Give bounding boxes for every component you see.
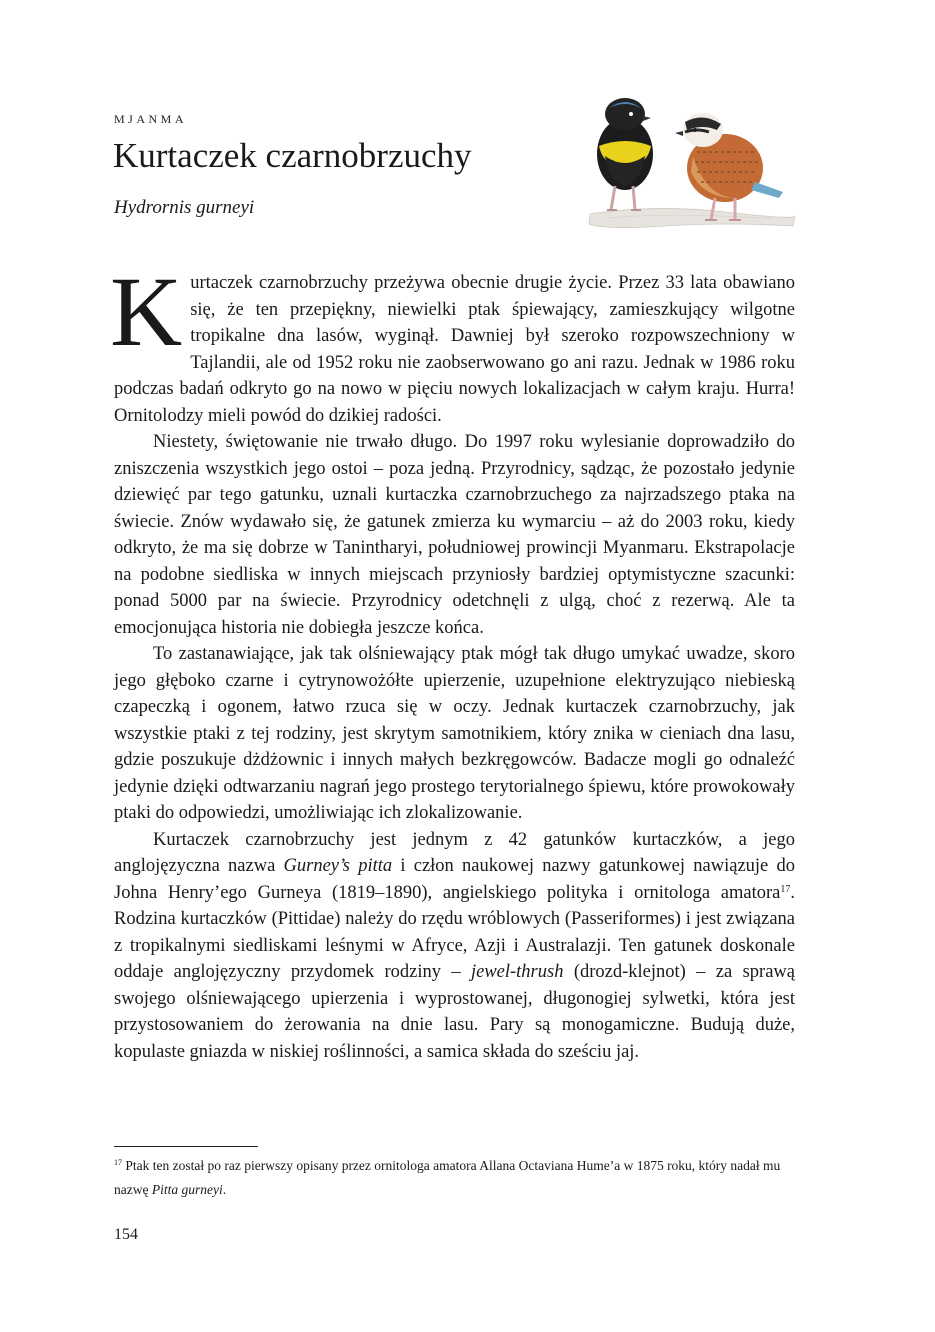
jewel-thrush-emphasis: jewel-thrush <box>470 962 564 982</box>
footnote-emphasis: Pitta gurneyi <box>151 1182 223 1197</box>
paragraph-2: Niestety, świętowanie nie trwało długo. Do 1997 roku wylesianie doprowadziło do zniszczenia wszystkich jego ostoi – poza jedną. Przyrodnicy, sądząc, że pozostało jedynie dziewięć par tego gatunku, uznali kurtaczka czarnobrzuchego za najrzadszego ptaka na świecie. Znów wydawało się, że gatunek zmierza ku wymarciu – aż do 2003 roku, kiedy odkryto, że ma się dobrze w Tanintharyi, południowej prowincji Myanmaru. Ekstrapolacje na podobne siedliska w innych miejscach przyniosły bardziej optymistyczne szacunki: ponad 5000 par na świecie. Przyrodnicy odetchnęli z ulgą, choć z rezerwą. Ale ta emocjonująca historia nie dobiegła jeszcze końca. <box>114 432 795 638</box>
english-name-emphasis: Gurney’s pitta <box>283 856 393 876</box>
footnote-number: 17 <box>114 1158 122 1167</box>
two-pitta-birds-illustration <box>585 86 800 246</box>
paragraph-1-text: urtaczek czarnobrzuchy przeżywa obecnie drugie życie. Przez 33 lata obawiano się, że ten przepiękny, niewielki ptak śpiewający, zamieszkujący wilgotne tropikalne dna lasów, wyginął. Dawniej był szeroko rozpowszechniony w Tajlandii, ale od 1952 roku nie zaobserwowano go ani razu. Jednak w 1986 roku podczas badań odkryto go na nowo w pięciu nowych lokalizacjach w całym kraju. Hurra! Ornitolodzy mieli powód do dzikiej radości. <box>114 273 795 426</box>
footnote-end: . <box>222 1182 227 1197</box>
footnote-divider <box>114 1146 258 1147</box>
page-title: Kurtaczek czarnobrzuchy <box>113 136 472 175</box>
paragraph-3: To zastanawiające, jak tak olśniewający ptak mógł tak długo umykać uwadze, skoro jego głęboko czarne i cytrynowożółte upierzenie, uzupełnione elektryzująco niebieską czapeczką i ogonem, łatwo rzuca się w oczy. Jednak kurtaczek czarnobrzuchy, jak wszystkie ptaki z tej rodziny, jest skrytym samotnikiem, który znika w cieniach dna lasu, gdzie poszukuje dżdżownic i innych małych bezkręgowców. Badacze mogli go odnaleźć jedynie dzięki odtwarzaniu nagrań jego prostego terytorialnego śpiewu, które prowokowały ptaki do odpowiedzi, umożliwiając ich zlokalizowanie. <box>114 644 795 823</box>
drop-cap: K <box>110 256 183 367</box>
paragraph-4-part-b: i człon naukowej nazwy gatunkowej nawiązuje do Johna Henry’ego Gurneya (1819–1890), angielskiego polityka i ornitologa amatora <box>114 856 795 903</box>
region-label: MJANMA <box>114 112 188 126</box>
paragraph-4 <box>114 827 795 1066</box>
paragraph-1 <box>110 256 795 429</box>
gurneys-pitta-icon <box>597 98 653 210</box>
footnote <box>114 1154 795 1202</box>
paragraph-4-part-a: Kurtaczek czarnobrzuchy jest jednym z 42 gatunków kurtaczków, a jego anglojęzyczna nazwa <box>114 829 795 876</box>
page-number: 154 <box>114 1226 138 1243</box>
footnote-reference[interactable]: 17 <box>780 883 791 895</box>
paragraph-4-part-c: . Rodzina kurtaczków (Pittidae) należy do rzędu wróblowych (Passeriformes) i jest związana z tropikalnymi siedliskami leśnymi w Afryce, Azji i Australazji. Ten gatunek doskonale oddaje anglojęzyczny przydomek rodziny – <box>114 882 795 982</box>
latin-name: Hydrornis gurneyi <box>114 197 255 218</box>
banded-pitta-icon <box>675 113 783 220</box>
article-body <box>110 256 795 1065</box>
footnote-text: Ptak ten został po raz pierwszy opisany przez ornitologa amatora Allana Octaviana Hume’a w 1875 roku, który nadał mu nazwę <box>114 1158 781 1197</box>
paragraph-4-part-d: (drozd-klejnot) – za sprawą swojego olśniewającego upierzenia i wyprostowanej, długonogiej sylwetki, która jest przystosowaniem do żerowania na dnie lasu. Pary są monogamiczne. Budują duże, kopulaste gniazda w niskiej roślinności, a samica składa do sześciu jaj. <box>114 962 795 1062</box>
